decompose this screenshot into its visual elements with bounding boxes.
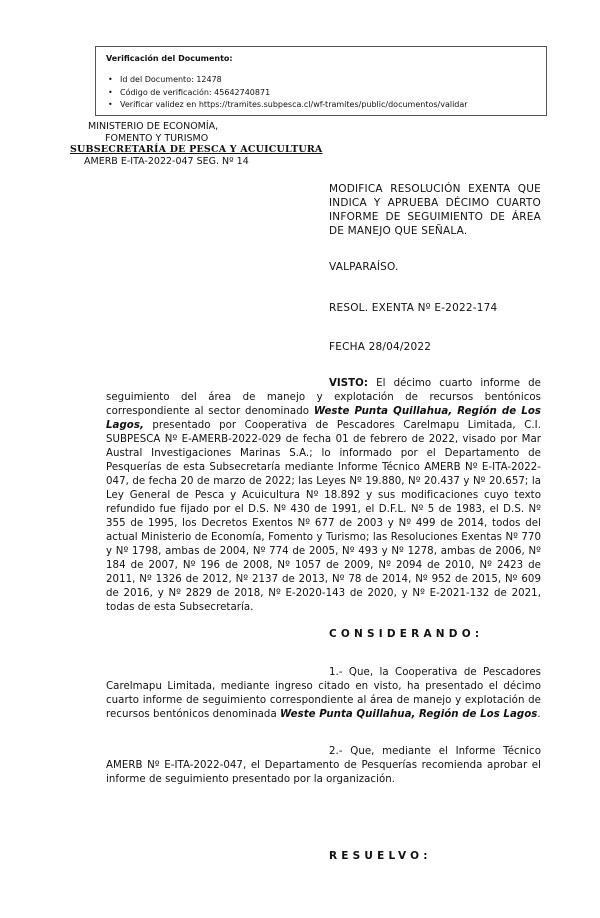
verification-title: Verificación del Documento: [106, 54, 233, 63]
considerando-item-2-text: 2.- Que, mediante el Informe Técnico AMERB Nº E-ITA-2022-047, el Departamento de Pesquerías recomienda aprobar el informe de seguimiento presentado por la organización. [106, 746, 541, 785]
considerando-item-1-text-2: . [537, 709, 541, 720]
city: VALPARAÍSO. [329, 261, 399, 273]
document-reference: AMERB E-ITA-2022-047 SEG. Nº 14 [84, 155, 249, 167]
resolution-number: RESOL. EXENTA Nº E-2022-174 [329, 302, 498, 314]
considerando-item-1 [106, 666, 541, 722]
resuelvo-heading: RESUELVO: [329, 850, 432, 862]
title-line-3: INFORME DE SEGUIMIENTO DE ÁREA [329, 211, 541, 223]
considerando-item-1-place: Weste Punta Quillahua, Región de Los Lagos [280, 709, 538, 720]
ministry-line-1: MINISTERIO DE ECONOMÍA, [88, 121, 219, 132]
considerando-heading: CONSIDERANDO: [329, 628, 484, 640]
verification-url[interactable]: • Verificar validez en https://tramites.subpesca.cl/wf-tramites/public/documentos/validar [106, 99, 468, 112]
subsecretaria-name: SUBSECRETARÍA DE PESCA Y ACUICULTURA [70, 144, 323, 155]
title-line-4: DE MANEJO QUE SEÑALA. [329, 225, 468, 237]
resolution-date: FECHA 28/04/2022 [329, 341, 432, 353]
verification-list [106, 74, 468, 112]
institution-header [70, 121, 323, 167]
title-line-2: INDICA Y APRUEBA DÉCIMO CUARTO [329, 197, 541, 209]
considerando-item-1-text-1: 1.- Que, la Cooperativa de Pescadores Carelmapu Limitada, mediante ingreso citado en visto, ha presentado el décimo cuarto informe de seguimiento correspondiente al área de manejo y explotación de recursos bentónicos denominada [106, 667, 541, 720]
visto-text-1: El décimo cuarto informe de seguimiento del área de manejo y explotación de recursos bentónicos correspondiente al sector denominado [106, 378, 541, 417]
visto-place: Weste Punta Quillahua, Región de Los Lagos, [106, 406, 542, 431]
ministry-line-2: FOMENTO Y TURISMO [105, 132, 209, 144]
title-line-1: MODIFICA RESOLUCIÓN EXENTA QUE [329, 183, 541, 195]
considerando-item-2 [106, 745, 541, 787]
verification-code: • Código de verificación: 45642740871 [106, 87, 468, 100]
visto-label: VISTO: [329, 378, 368, 389]
verification-document-id: • Id del Documento: 12478 [106, 74, 468, 87]
resolution-title [329, 182, 541, 238]
visto-paragraph [106, 377, 541, 615]
visto-text-2: presentado por Cooperativa de Pescadores Carelmapu Limitada, C.I. SUBPESCA Nº E-AMERB-2022-029 de fecha 01 de febrero de 2022, visado por Mar Austral Investigaciones Marinas S.A.; lo informado por el Departamento de Pesquerías de esta Subsecretaría mediante Informe Técnico AMERB Nº E-ITA-2022-047, de fecha 20 de marzo de 2022; las Leyes Nº 19.880, Nº 20.437 y Nº 20.657; la Ley General de Pesca y Acuicultura Nº 18.892 y sus modificaciones cuyo texto refundido fue fijado por el D.S. Nº 430 de 1991, el D.F.L. Nº 5 de 1983, el D.S. Nº 355 de 1995, los Decretos Exentos Nº 677 de 2003 y Nº 499 de 2014, todos del actual Ministerio de Economía, Fomento y Turismo; las Resoluciones Exentas Nº 770 y Nº 1798, ambas de 2004, Nº 774 de 2005, Nº 493 y Nº 1278, ambas de 2006, Nº 184 de 2007, Nº 196 de 2008, Nº 1057 de 2009, Nº 2094 de 2010, Nº 2423 de 2011, Nº 1326 de 2012, Nº 2137 de 2013, Nº 78 de 2014, Nº 952 de 2015, Nº 609 de 2016, y Nº 2829 de 2018, Nº E-2020-143 de 2020, y Nº E-2021-132 de 2021, todas de esta Subsecretaría. [106, 420, 541, 613]
